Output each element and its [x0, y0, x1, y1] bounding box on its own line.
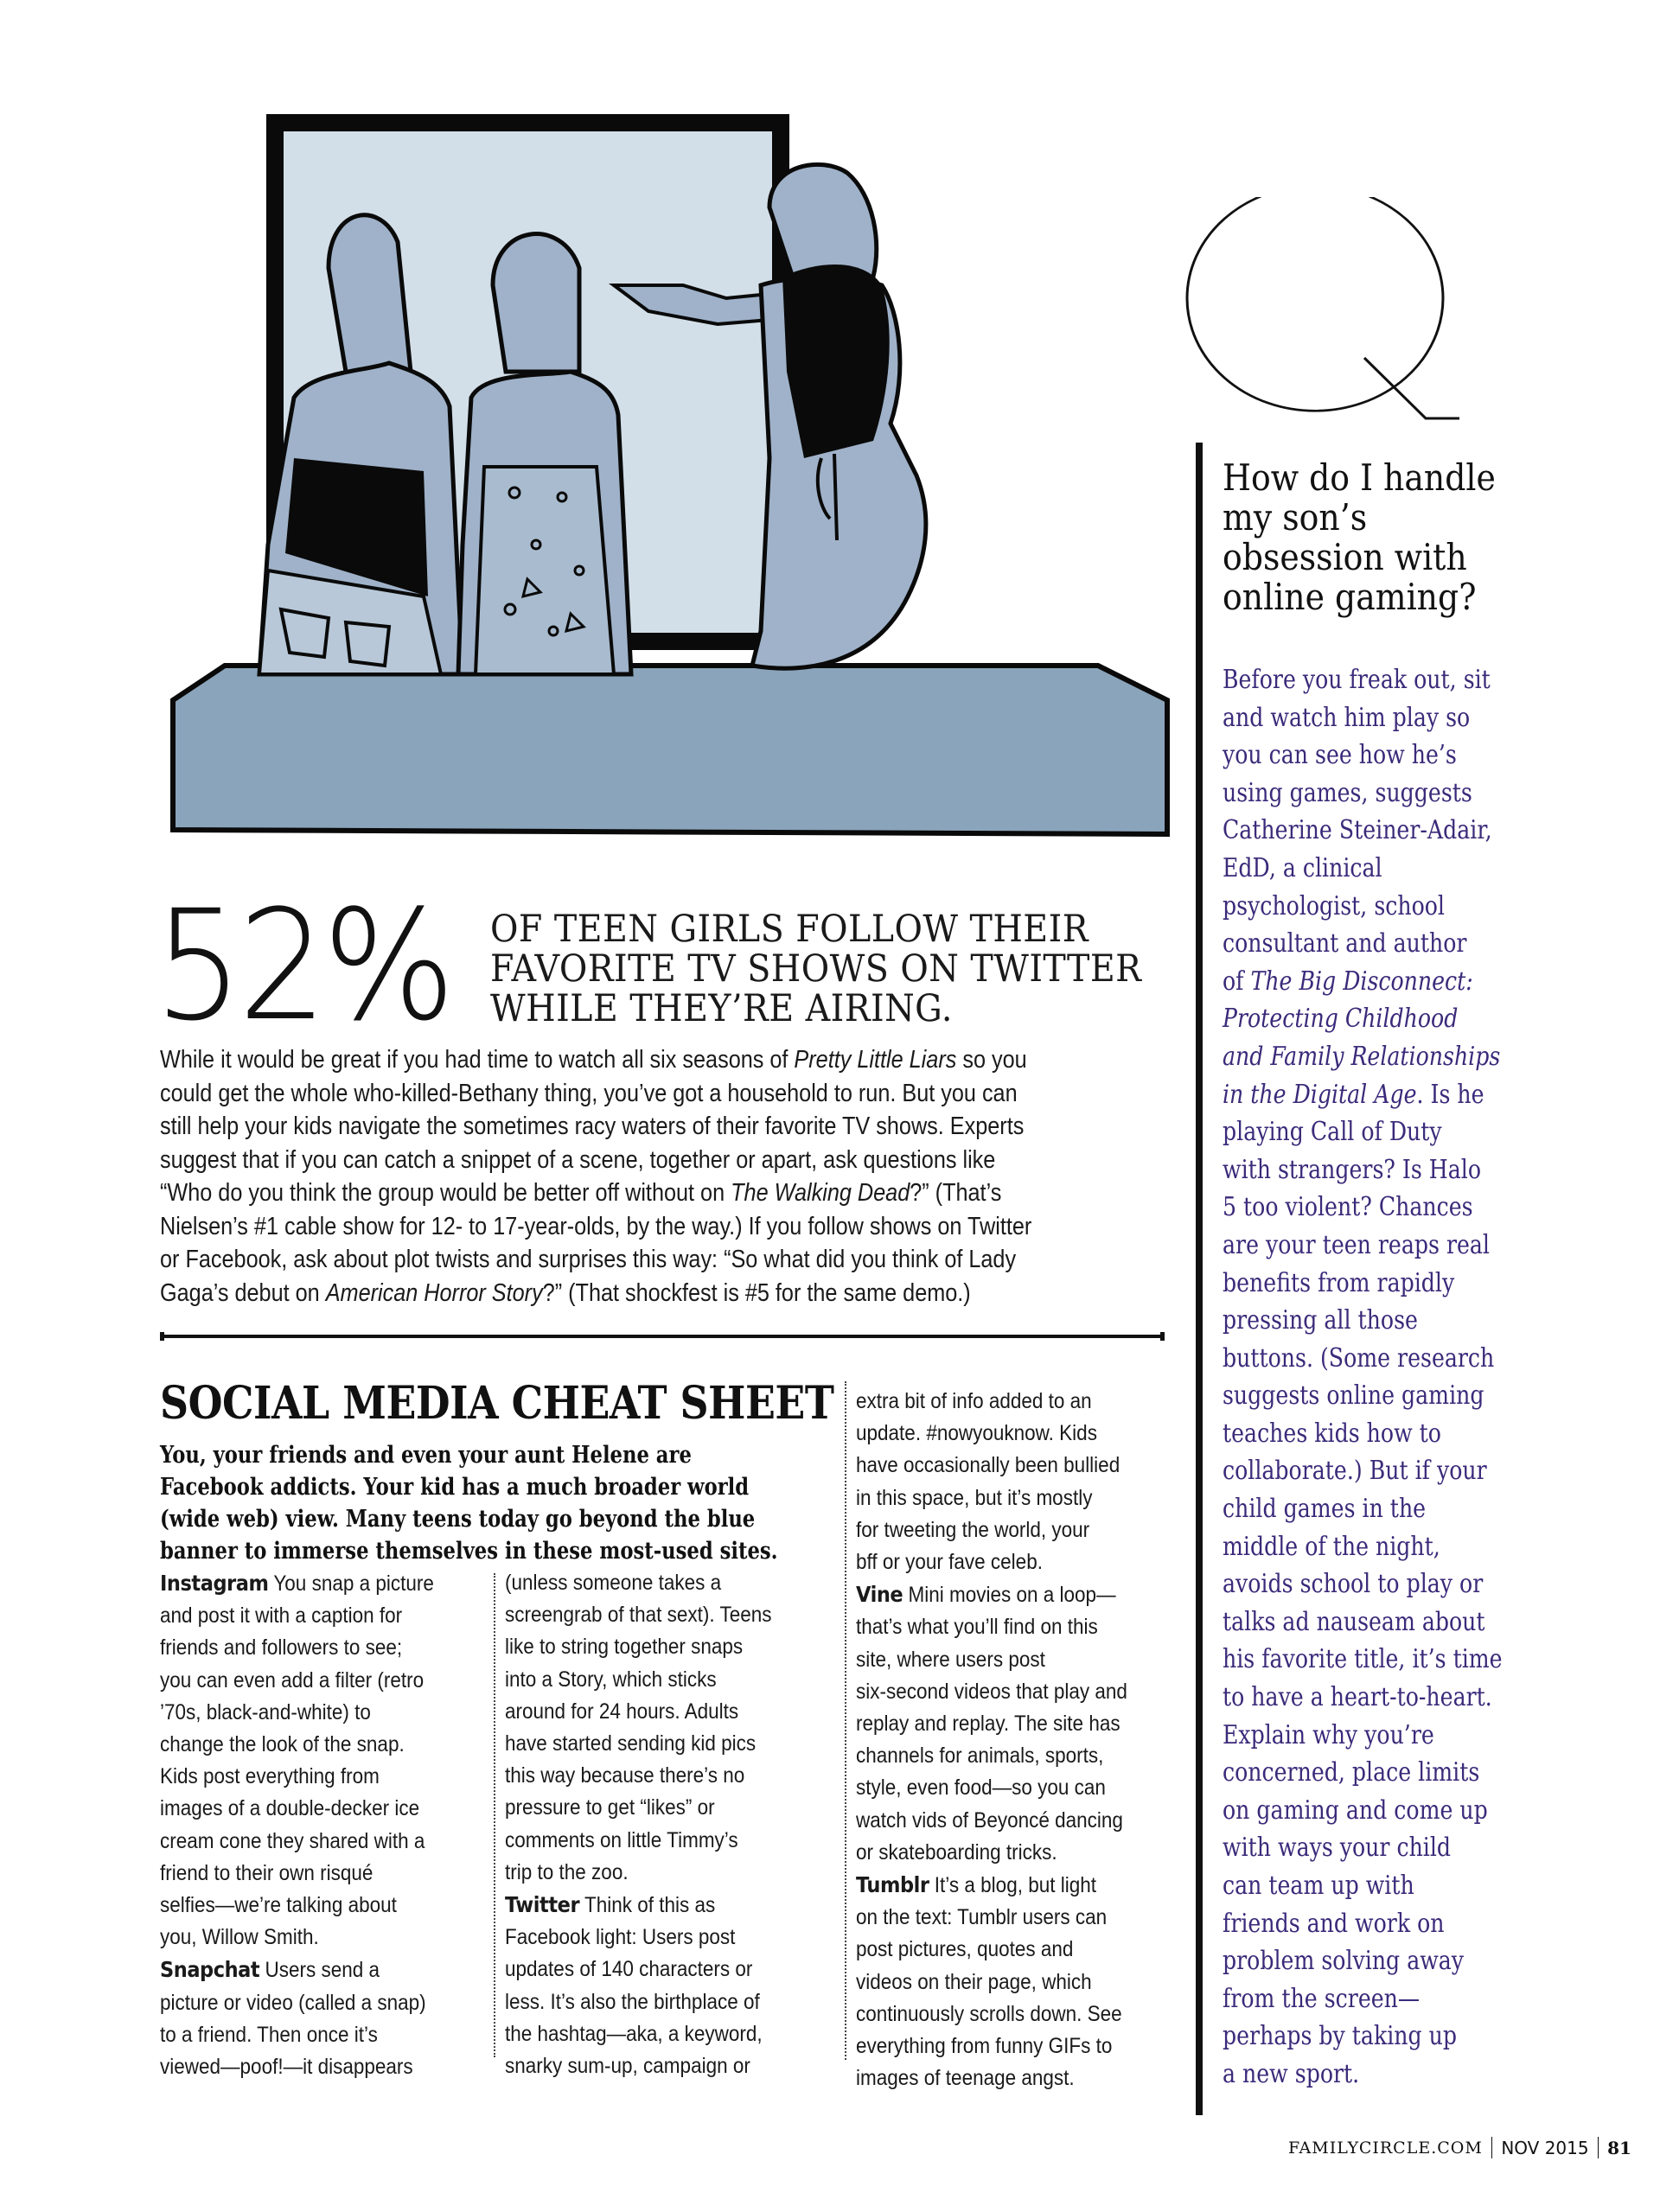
text-line	[505, 1954, 785, 1986]
text-run: Facebook light: Users post	[505, 1925, 736, 1950]
text-run: Explain why you’re	[1223, 1719, 1434, 1750]
text-line	[1223, 1528, 1498, 1566]
text-line	[1223, 1038, 1501, 1076]
text-line	[505, 1631, 785, 1663]
text-run: problem solving away	[1223, 1946, 1465, 1977]
text-line	[160, 1077, 1059, 1111]
text-run: six-second videos that play and	[856, 1679, 1127, 1704]
text-run: It’s a blog, but light	[929, 1873, 1097, 1898]
teen-girls-watching-tv-illustration	[164, 112, 1176, 882]
text-line	[160, 1210, 1059, 1244]
text-run: with strangers? Is Halo	[1223, 1154, 1482, 1185]
text-line	[856, 1967, 1136, 1998]
text-run: Catherine Steiner-Adair,	[1223, 815, 1492, 846]
text-run: snarky sum-up, campaign or	[505, 2054, 750, 2079]
text-line	[1223, 699, 1498, 737]
italic-title: and Family Relationships	[1223, 1041, 1501, 1072]
text-line	[160, 1729, 440, 1761]
text-line	[856, 1386, 1136, 1418]
text-line	[1223, 775, 1498, 813]
text-run: to have a heart-to-heart.	[1223, 1682, 1492, 1713]
text-run: pressing all those	[1223, 1305, 1418, 1336]
qa-question	[1223, 458, 1551, 617]
italic-title: Pretty Little Liars	[794, 1046, 957, 1074]
text-line	[856, 1902, 1136, 1934]
text-line	[1223, 736, 1498, 775]
text-line	[1223, 1792, 1498, 1830]
text-line	[1223, 1340, 1498, 1378]
text-run: change the look of the snap.	[160, 1732, 405, 1757]
stat-caption-line: WHILE THEY’RE AIRING.	[490, 987, 953, 1030]
text-line	[505, 1922, 785, 1954]
text-run: on gaming and come up	[1223, 1794, 1488, 1826]
text-run: teaches kids how to	[1223, 1418, 1441, 1449]
text-run: with ways your child	[1223, 1833, 1452, 1864]
text-run: screengrab of that sext). Teens	[505, 1603, 772, 1628]
text-line	[160, 1110, 1059, 1144]
text-run: update. #nowyouknow. Kids	[856, 1421, 1097, 1446]
text-line	[160, 1922, 440, 1954]
text-line	[856, 1708, 1136, 1740]
text-run: are your teen reaps real	[1223, 1229, 1490, 1260]
text-run: middle of the night,	[1223, 1531, 1440, 1562]
intro-paragraph	[160, 1043, 1193, 1310]
text-line	[1223, 1265, 1498, 1303]
site-entry-start	[160, 1567, 440, 1600]
deck-line: banner to immerse themselves in these most-used sites.	[160, 1538, 778, 1565]
site-name: Twitter	[505, 1892, 580, 1918]
text-line	[1223, 1189, 1498, 1227]
text-run: less. It’s also the birthplace of	[505, 1989, 760, 2014]
text-line	[1223, 812, 1498, 850]
text-line	[160, 1826, 440, 1858]
text-run: viewed—poof!—it disappears	[160, 2055, 413, 2080]
text-line	[1223, 1151, 1498, 1189]
text-run: a new sport.	[1223, 2058, 1360, 2089]
text-line	[1223, 1905, 1498, 1943]
text-line	[1223, 1227, 1498, 1265]
text-line	[1223, 1302, 1498, 1340]
text-run: Think of this as	[579, 1893, 716, 1918]
text-run: to a friend. Then once it’s	[160, 2022, 378, 2047]
page-footer	[1288, 2137, 1631, 2158]
italic-title: The Walking Dead	[731, 1179, 910, 1207]
text-line	[1223, 1490, 1498, 1528]
text-run: selfies—we’re talking about	[160, 1893, 397, 1918]
text-run: videos on their page, which	[856, 1969, 1092, 1994]
text-run: Gaga’s debut on	[160, 1278, 326, 1307]
text-run: friends and followers to see;	[160, 1635, 403, 1661]
text-line	[1223, 1942, 1498, 1980]
text-run: pressure to get “likes” or	[505, 1795, 715, 1820]
text-line	[856, 1546, 1136, 1578]
text-line	[505, 1696, 785, 1728]
site-name: Tumblr	[856, 1872, 929, 1898]
text-line	[856, 1611, 1136, 1643]
text-run: playing Call of Duty	[1223, 1117, 1442, 1148]
question-line: online gaming?	[1223, 576, 1477, 618]
text-run: Mini movies on a loop—	[903, 1583, 1116, 1608]
stat-caption-line: OF TEEN GIRLS FOLLOW THEIR	[490, 908, 1089, 951]
text-run: can team up with	[1223, 1871, 1414, 1901]
text-line	[505, 1825, 785, 1857]
text-run: Before you freak out, sit	[1223, 665, 1491, 695]
text-run: continuously scrolls down. See	[856, 2001, 1122, 2026]
text-line	[160, 1600, 440, 1632]
text-run: in this space, but it’s mostly	[856, 1485, 1093, 1510]
question-line: How do I handle	[1223, 456, 1496, 499]
text-run: and post it with a caption for	[160, 1603, 403, 1629]
stat-caption-line: FAVORITE TV SHOWS ON TWITTER	[490, 947, 1142, 991]
text-run: that’s what you’ll find on this	[856, 1615, 1098, 1640]
text-line	[505, 1857, 785, 1889]
text-line	[1223, 1717, 1498, 1755]
text-line	[1223, 1113, 1498, 1151]
text-line	[1223, 1754, 1498, 1792]
column-rule	[494, 1573, 495, 2057]
text-run: or skateboarding tricks.	[856, 1839, 1057, 1865]
text-run: bff or your fave celeb.	[856, 1550, 1043, 1575]
deck-line: You, your friends and even your aunt Helene are	[160, 1442, 692, 1469]
italic-title: The Big Disconnect:	[1250, 966, 1473, 997]
text-line	[1223, 888, 1498, 926]
text-run: collaborate.) But if your	[1223, 1456, 1487, 1487]
text-line	[1223, 1415, 1498, 1453]
text-line	[856, 1514, 1136, 1546]
text-line	[1223, 661, 1498, 699]
text-line	[1223, 1603, 1498, 1641]
text-run: for tweeting the world, your	[856, 1517, 1090, 1542]
text-line	[505, 1986, 785, 2018]
text-line	[160, 1277, 1059, 1310]
cheat-sheet-title: SOCIAL MEDIA CHEAT SHEET	[160, 1377, 834, 1430]
text-line	[160, 1243, 1059, 1277]
text-line	[160, 1858, 440, 1890]
text-run: or Facebook, ask about plot twists and surprises this way: “So what did you think of Lady	[160, 1246, 1017, 1273]
text-line	[1223, 1829, 1498, 1867]
text-line	[1223, 1452, 1498, 1490]
cheat-sheet-column-3	[856, 1386, 1167, 2094]
text-run: concerned, place limits	[1223, 1757, 1480, 1788]
text-line	[856, 1740, 1136, 1772]
text-run: You snap a picture	[268, 1571, 434, 1596]
text-line	[1223, 1565, 1498, 1603]
text-run: updates of 140 characters or	[505, 1957, 753, 1982]
site-name: Vine	[856, 1582, 903, 1608]
site-name: Instagram	[160, 1571, 269, 1596]
text-run: everything from funny GIFs to	[856, 2034, 1113, 2059]
text-run: benefits from rapidly	[1223, 1267, 1455, 1298]
text-run: talks ad nauseam about	[1223, 1606, 1485, 1637]
text-run: you can see how he’s	[1223, 740, 1457, 771]
site-entry-start	[505, 1889, 785, 1922]
text-line	[856, 1998, 1136, 2030]
text-line	[856, 1450, 1136, 1482]
text-line	[856, 1837, 1136, 1869]
footer-separator	[1598, 2137, 1599, 2158]
text-line	[856, 2062, 1136, 2094]
question-line: obsession with	[1223, 536, 1467, 578]
cheat-sheet-column-1	[160, 1567, 471, 2083]
text-line	[1223, 2056, 1498, 2094]
site-entry-start	[160, 1954, 440, 1986]
text-line	[160, 1144, 1059, 1177]
text-run: have occasionally been bullied	[856, 1453, 1120, 1478]
site-name: Snapchat	[160, 1957, 260, 1983]
text-run: on the text: Tumblr users can	[856, 1905, 1108, 1930]
text-run: psychologist, school	[1223, 890, 1446, 921]
text-run: so you	[956, 1046, 1027, 1074]
text-run: watch vids of Beyoncé dancing	[856, 1807, 1123, 1833]
text-run: child games in the	[1223, 1494, 1427, 1525]
italic-title: American Horror Story	[325, 1278, 543, 1307]
question-line: my son’s	[1223, 496, 1368, 539]
text-run: 5 too violent? Chances	[1223, 1192, 1473, 1223]
page-number: 81	[1607, 2137, 1631, 2158]
italic-title: in the Digital Age	[1223, 1079, 1417, 1110]
text-line	[160, 2051, 440, 2083]
text-run: “Who do you think the group would be better off without on	[160, 1179, 731, 1207]
text-line	[856, 1482, 1136, 1514]
text-line	[856, 1805, 1136, 1837]
text-run: post pictures, quotes and	[856, 1937, 1074, 1962]
text-run: Users send a	[259, 1958, 380, 1983]
site-entry-start	[856, 1578, 1136, 1611]
text-run: into a Story, which sticks	[505, 1667, 717, 1692]
text-run: and watch him play so	[1223, 702, 1471, 733]
text-run: trip to the zoo.	[505, 1859, 629, 1884]
text-line	[505, 1567, 785, 1599]
text-line	[160, 1761, 440, 1793]
text-run: EdD, a clinical	[1223, 852, 1382, 883]
text-run: have started sending kid pics	[505, 1731, 757, 1756]
text-run: friend to their own risqué	[160, 1860, 374, 1885]
text-line	[1223, 850, 1498, 888]
text-line	[1223, 1980, 1498, 2018]
text-line	[1223, 2018, 1498, 2056]
text-line	[160, 1697, 440, 1729]
text-run: you, Willow Smith.	[160, 1925, 319, 1950]
text-line	[1223, 963, 1498, 1001]
text-run: . Is he	[1416, 1079, 1484, 1110]
text-line	[1223, 1377, 1498, 1415]
text-line	[160, 1890, 440, 1922]
deck-line: Facebook addicts. Your kid has a much broader world	[160, 1474, 750, 1501]
text-line	[856, 1772, 1136, 1804]
text-line	[856, 1934, 1136, 1966]
q-letter-graphic	[1184, 197, 1478, 439]
text-run: site, where users post	[856, 1647, 1045, 1672]
text-run: extra bit of info added to an	[856, 1389, 1092, 1413]
text-line	[160, 1043, 1059, 1077]
text-line	[856, 1418, 1136, 1450]
qa-answer	[1223, 661, 1551, 2094]
text-line	[505, 2018, 785, 2050]
stat-percentage: 52%	[154, 877, 451, 1055]
text-run: replay and replay. The site has	[856, 1712, 1120, 1737]
text-run: using games, suggests	[1223, 777, 1472, 808]
text-line	[1223, 1076, 1498, 1114]
text-run: perhaps by taking up	[1223, 2021, 1458, 2052]
text-run: his favorite title, it’s time	[1223, 1644, 1503, 1675]
text-run: (unless someone takes a	[505, 1571, 722, 1595]
text-line	[856, 1644, 1136, 1676]
text-run: from the screen—	[1223, 1983, 1421, 2014]
text-line	[505, 1792, 785, 1824]
text-line	[1223, 1867, 1498, 1905]
text-run: style, even food—so you can	[856, 1775, 1106, 1801]
text-line	[1223, 1000, 1498, 1038]
text-line	[1223, 1641, 1503, 1679]
text-run: channels for animals, sports,	[856, 1743, 1104, 1769]
text-line	[160, 2019, 440, 2051]
text-run: suggests online gaming	[1223, 1380, 1484, 1412]
text-run: you can even add a filter (retro	[160, 1667, 425, 1692]
section-divider	[160, 1335, 1165, 1338]
text-line	[160, 1176, 1059, 1210]
text-line	[856, 2030, 1136, 2062]
footer-separator	[1491, 2137, 1493, 2158]
qa-accent-bar	[1196, 443, 1203, 2115]
text-run: picture or video (called a snap)	[160, 1990, 426, 2015]
text-run: of	[1223, 966, 1251, 997]
text-line	[160, 1987, 440, 2019]
text-run: images of a double-decker ice	[160, 1796, 420, 1821]
text-line	[160, 1793, 440, 1825]
text-line	[1223, 1679, 1498, 1717]
text-run: images of teenage angst.	[856, 2066, 1075, 2091]
text-run: still help your kids navigate the sometimes racy waters of their favorite TV shows. Experts	[160, 1112, 1025, 1140]
italic-title: Protecting Childhood	[1223, 1004, 1459, 1035]
text-run: comments on little Timmy’s	[505, 1827, 738, 1852]
text-line	[856, 1676, 1136, 1708]
footer-site: FAMILYCIRCLE.COM	[1288, 2138, 1483, 2158]
text-run: Nielsen’s #1 cable show for 12- to 17-year-olds, by the way.) If you follow shows on Twitter	[160, 1212, 1032, 1240]
text-run: around for 24 hours. Adults	[505, 1699, 739, 1724]
text-run: cream cone they shared with a	[160, 1828, 425, 1853]
text-run: the hashtag—aka, a keyword,	[505, 2021, 763, 2046]
cheat-sheet-column-2	[505, 1567, 816, 2082]
text-line	[505, 1664, 785, 1696]
bench	[173, 666, 1167, 834]
text-line	[505, 1728, 785, 1760]
cheat-sheet-deck	[160, 1439, 834, 1567]
site-entry-start	[856, 1869, 1136, 1902]
text-run: ’70s, black-and-white) to	[160, 1699, 371, 1724]
text-run: avoids school to play or	[1223, 1569, 1484, 1600]
text-line	[160, 1665, 440, 1697]
text-run: ?” (That’s	[910, 1179, 1002, 1207]
text-run: like to string together snaps	[505, 1635, 744, 1660]
stat-caption	[490, 908, 1142, 1030]
text-run: suggest that if you can catch a snippet of a scene, together or apart, ask questions like	[160, 1145, 996, 1174]
text-line	[505, 2050, 785, 2082]
text-run: consultant and author	[1223, 928, 1467, 959]
text-run: While it would be great if you had time to watch all six seasons of	[160, 1046, 795, 1074]
text-line	[160, 1632, 440, 1664]
footer-date: NOV 2015	[1501, 2137, 1589, 2158]
text-run: buttons. (Some research	[1223, 1342, 1495, 1374]
text-line	[1223, 925, 1498, 963]
text-run: ?” (That shockfest is #5 for the same demo.)	[542, 1278, 971, 1307]
text-run: this way because there’s no	[505, 1763, 745, 1788]
text-line	[505, 1599, 785, 1631]
text-run: could get the whole who-killed-Bethany thing, you’ve got a household to run. But you can	[160, 1079, 1018, 1107]
deck-line: (wide web) view. Many teens today go beyond the blue	[160, 1506, 756, 1533]
column-rule	[845, 1381, 846, 2060]
text-line	[505, 1760, 785, 1792]
text-run: Kids post everything from	[160, 1764, 380, 1789]
text-run: friends and work on	[1223, 1908, 1445, 1939]
